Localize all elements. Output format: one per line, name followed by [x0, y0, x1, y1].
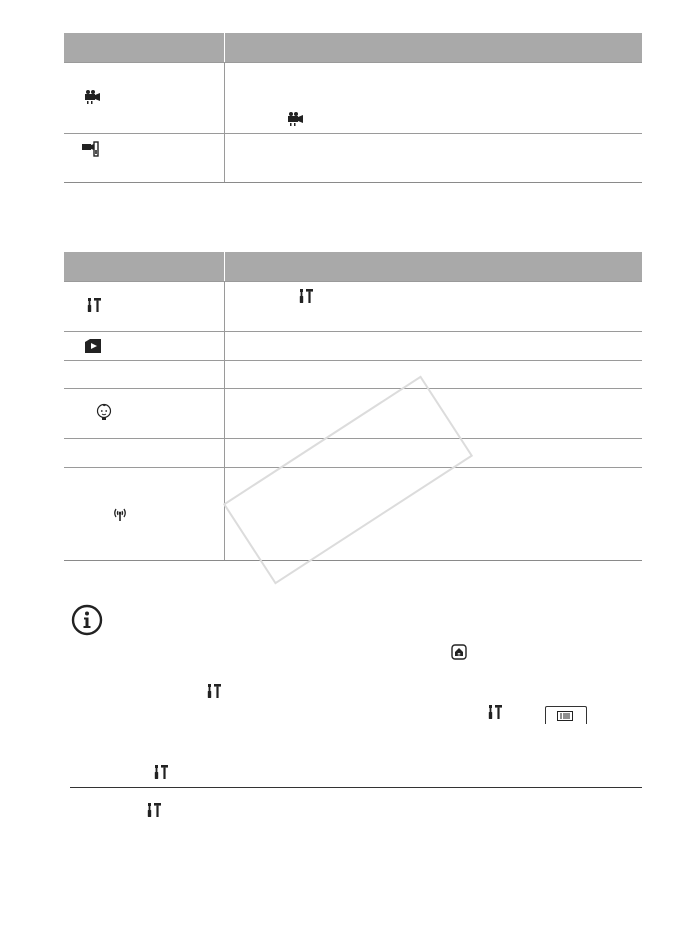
header-cell-setting — [64, 33, 225, 62]
table-header — [64, 33, 642, 62]
description-cell — [225, 134, 642, 182]
setting-cell — [64, 468, 225, 560]
home-icon — [451, 644, 467, 660]
info-icon — [71, 604, 103, 641]
description-cell — [225, 282, 642, 331]
menu-button-icon — [545, 706, 587, 724]
table-row — [64, 62, 642, 133]
table-row — [64, 360, 642, 388]
setting-cell — [64, 439, 225, 467]
table-row — [64, 331, 642, 360]
baby-icon — [96, 403, 112, 421]
setting-cell — [64, 63, 225, 133]
setting-cell — [64, 332, 225, 360]
setting-cell — [64, 361, 225, 388]
table-header — [64, 252, 642, 281]
setting-cell — [64, 389, 225, 438]
camera-recording-icon — [81, 141, 99, 157]
movie-camera-icon — [287, 111, 305, 127]
tools-icon — [487, 704, 503, 720]
setting-cell — [64, 134, 225, 182]
section-divider — [70, 787, 642, 788]
description-cell — [225, 63, 642, 133]
movie-camera-icon — [84, 89, 102, 105]
settings-table-1 — [64, 33, 642, 183]
description-cell — [225, 332, 642, 360]
tools-icon — [153, 764, 169, 780]
description-cell — [225, 361, 642, 388]
setting-cell — [64, 282, 225, 331]
table-row — [64, 133, 642, 182]
wireless-icon — [112, 506, 128, 522]
table-row — [64, 281, 642, 331]
header-cell-setting — [64, 252, 225, 281]
playback-icon — [84, 338, 102, 354]
tools-icon — [86, 297, 102, 313]
tools-icon — [206, 683, 222, 699]
tools-icon — [146, 802, 162, 818]
tools-icon — [298, 288, 314, 304]
